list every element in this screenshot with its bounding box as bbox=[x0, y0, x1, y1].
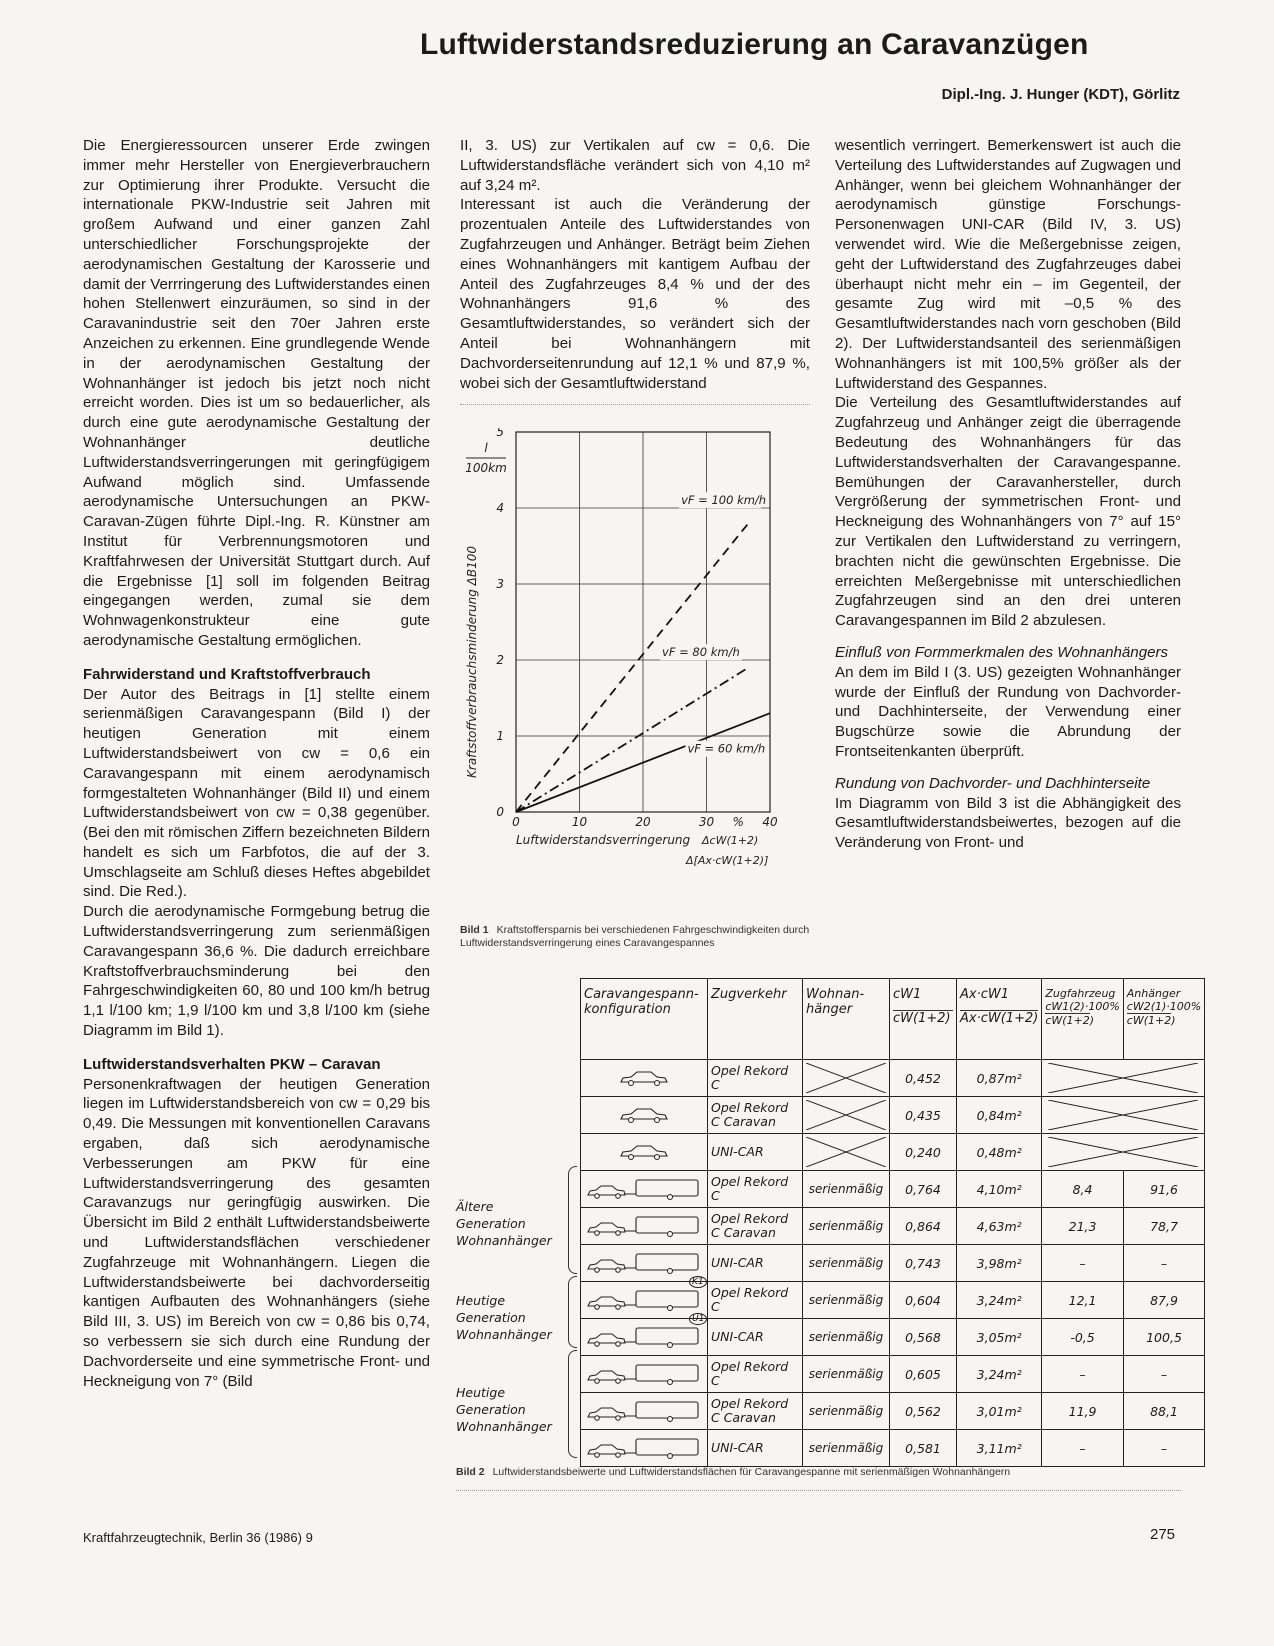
cell-zugverkehr: Opel Rekord C Caravan bbox=[708, 1393, 803, 1430]
cell-anhaenger-share: – bbox=[1123, 1430, 1204, 1467]
y-tick-label: 0 bbox=[496, 805, 504, 819]
cell-cw: 0,864 bbox=[890, 1208, 957, 1245]
cell-ax-cw: 0,87m² bbox=[957, 1060, 1042, 1097]
cell-anhaenger-share: 88,1 bbox=[1123, 1393, 1204, 1430]
cell-anhaenger-share: 91,6 bbox=[1123, 1171, 1204, 1208]
cell-zugfahrzeug-share: 8,4 bbox=[1042, 1171, 1123, 1208]
header-ax: Ax·cW1 Ax·cW(1+2) bbox=[957, 979, 1042, 1060]
x-tick-label: 40 bbox=[762, 815, 778, 829]
y-tick-label: 4 bbox=[496, 501, 504, 515]
subsection-heading: Rundung von Dachvorder- und Dachhinterseite bbox=[835, 774, 1151, 792]
divider bbox=[456, 1490, 1181, 1491]
config-sketch bbox=[581, 1208, 708, 1245]
table-row bbox=[581, 1097, 1205, 1134]
caption-text: Luftwiderstandsbeiwerte und Luftwiderstandsflächen für Caravangespanne mit serienmäßigen Wohnanhängern bbox=[492, 1466, 1011, 1478]
cell-wohnanhaenger: serienmäßig bbox=[803, 1356, 890, 1393]
x-axis-symbol-2: Δ[Ax·cW(1+2)] bbox=[686, 854, 769, 867]
cell-zugverkehr: UNI-CAR bbox=[708, 1430, 803, 1467]
cell-zugfahrzeug-share: – bbox=[1042, 1356, 1123, 1393]
text-column-1 bbox=[83, 136, 430, 1391]
cell-ax-cw: 0,48m² bbox=[957, 1134, 1042, 1171]
y-unit-denominator: 100km bbox=[465, 461, 507, 475]
paragraph: Im Diagramm von Bild 3 ist die Abhängigkeit des Gesamtluftwiderstandsbeiwertes, bezogen auf die Veränderung von Front- und bbox=[835, 794, 1181, 852]
text-column-2 bbox=[460, 136, 810, 393]
group-brace bbox=[568, 1276, 577, 1348]
series-line-2 bbox=[516, 668, 748, 812]
header-anhaenger: Anhänger cW2(1)·100% cW(1+2) bbox=[1123, 979, 1204, 1060]
y-tick-label: 3 bbox=[496, 577, 504, 591]
group-label: Heutige Generation Wohnanhänger bbox=[456, 1385, 552, 1434]
group-brace bbox=[568, 1350, 577, 1458]
cell-crossed-out bbox=[803, 1134, 890, 1171]
drag-coefficient-table bbox=[580, 978, 1205, 1467]
config-sketch bbox=[581, 1314, 708, 1356]
article-title: Luftwiderstandsreduzierung an Caravanzügen bbox=[420, 28, 1089, 61]
cell-zugfahrzeug-share: -0,5 bbox=[1042, 1319, 1123, 1356]
table-row bbox=[581, 1430, 1205, 1467]
page-number: 275 bbox=[1150, 1526, 1176, 1543]
section-heading: Fahrwiderstand und Kraftstoffverbrauch bbox=[83, 665, 371, 683]
y-axis-label: Kraftstoffverbrauchsminderung ΔB100 bbox=[465, 546, 479, 778]
cell-cw: 0,581 bbox=[890, 1430, 957, 1467]
cell-zugfahrzeug-share: – bbox=[1042, 1430, 1123, 1467]
cell-zugverkehr: Opel Rekord C bbox=[708, 1171, 803, 1208]
x-tick-label: 0 bbox=[512, 815, 520, 829]
cell-crossed-out bbox=[1042, 1134, 1205, 1171]
cell-ax-cw: 0,84m² bbox=[957, 1097, 1042, 1134]
caption-label: Bild 2 bbox=[456, 1466, 485, 1478]
x-axis-symbol-1: ΔcW(1+2) bbox=[702, 834, 759, 847]
cell-zugverkehr: UNI-CAR bbox=[708, 1319, 803, 1356]
cell-wohnanhaenger: serienmäßig bbox=[803, 1245, 890, 1282]
cell-anhaenger-share: 87,9 bbox=[1123, 1282, 1204, 1319]
cell-crossed-out bbox=[1042, 1060, 1205, 1097]
series-line-1 bbox=[516, 523, 748, 812]
cell-anhaenger-share: – bbox=[1123, 1356, 1204, 1393]
table-row bbox=[581, 1134, 1205, 1171]
x-tick-label: 20 bbox=[635, 815, 651, 829]
x-axis-label: Luftwiderstandsverringerung bbox=[516, 833, 691, 847]
paragraph: Der Autor des Beitrags in [1] stellte einem serienmäßigen Caravangespann (Bild I) der heutigen Generation mit einem Luftwiderstandsbeiwert von cw = 0,6 ein Caravangespann mit einem aerodynamisch formgestalteten Wohnanhänger (Bild II) und einem Luftwiderstandsbeiwert von cw = 0,38 gegenüber. (Bei den mit römischen Ziffern bezeichneten Bildern handelt es sich um Farbfotos, die auf der 3. Umschlagseite am Schluß dieses Heftes abgebildet sind. Die Red.). bbox=[83, 685, 430, 901]
group-label: Ältere Generation Wohnanhänger bbox=[456, 1199, 552, 1248]
table-row bbox=[581, 1060, 1205, 1097]
group-label: Heutige Generation Wohnanhänger bbox=[456, 1293, 552, 1342]
cell-ax-cw: 3,98m² bbox=[957, 1245, 1042, 1282]
cell-zugverkehr: UNI-CAR bbox=[708, 1245, 803, 1282]
series-label: vF = 60 km/h bbox=[687, 741, 766, 756]
header-zugfahrzeug: Zugfahrzeug cW1(2)·100% cW(1+2) bbox=[1042, 979, 1123, 1060]
cell-wohnanhaenger: serienmäßig bbox=[803, 1430, 890, 1467]
table-row bbox=[581, 1208, 1205, 1245]
x-unit-label: % bbox=[732, 815, 744, 829]
journal-footer: Kraftfahrzeugtechnik, Berlin 36 (1986) 9 bbox=[83, 1530, 313, 1545]
caption-text: Kraftstoffersparnis bei verschiedenen Fahrgeschwindigkeiten durch Luftwiderstandsverringerung eines Caravangespannes bbox=[460, 924, 810, 949]
text-column-3 bbox=[835, 136, 1181, 853]
header-zug: Zugverkehr bbox=[708, 979, 803, 1060]
paragraph: Die Verteilung des Gesamtluftwiderstandes auf Zugfahrzeug und Anhänger zeigt die überragende Bedeutung des Wohnanhängers für das Luftwiderstandsverhalten der Caravangespanne. Bemühungen der Caravanhersteller, durch Vergrößerung der symmetrischen Front- und Heckneigung des Wohnanhängers von 7° auf 15° zur Vertikalen den Luftwiderstand zu verringern, brachten nicht die gewünschten Ergebnisse. Die erreichten Meßergebnisse mit unterschiedlichen Zugfahrzeugen sind an den drei unteren Caravangespannen im Bild 2 abzulesen. bbox=[835, 394, 1181, 630]
cell-ax-cw: 3,24m² bbox=[957, 1356, 1042, 1393]
cell-zugverkehr: Opel Rekord C bbox=[708, 1356, 803, 1393]
cell-zugverkehr: UNI-CAR bbox=[708, 1134, 803, 1171]
config-sketch bbox=[581, 1097, 708, 1134]
paragraph: II, 3. US) zur Vertikalen auf cw = 0,6. Die Luftwiderstandsfläche verändert sich von 4,10 m² auf 3,24 m². bbox=[460, 137, 810, 194]
config-sketch bbox=[581, 1171, 708, 1208]
config-sketch bbox=[581, 1245, 708, 1282]
cell-anhaenger-share: 78,7 bbox=[1123, 1208, 1204, 1245]
config-sketch bbox=[581, 1430, 708, 1467]
paragraph: Die Energieressourcen unserer Erde zwingen immer mehr Hersteller von Energieverbrauchern zur Optimierung ihrer Produkte. Versucht die internationale PKW-Industrie seit Jahren mit großem Aufwand und einer ganzen Zahl unterschiedlicher Forschungsprojekte der aerodynamischen Gestaltung der Karosserie und damit der Verrringerung des Luftwiderstandes einen hohen Stellenwert einzuräumen, so sind in der Caravanindustrie seit den 70er Jahren erste Anzeichen zu erkennen. Eine grundlegende Wende in der aerodynamischen Gestaltung der Wohnanhänger ist jedoch bis jetzt noch nicht erreicht worden. Dies ist um so bedauerlicher, als durch eine gute aerodynamische Gestaltung der Wohnanhänger deutliche Luftwiderstandsverringerungen mit geringfügigem Aufwand möglich sind. Umfassende aerodynamische Untersuchungen an PKW-Caravan-Zügen führte Dipl.-Ing. R. Künstner am Institut für Verbrennungsmotoren und Kraftfahrwesen der Universität Stuttgart durch. Auf die Ergebnisse [1] soll im folgenden Beitrag eingegangen werden, zumal sie dem Wohnwagenkonstrukteur eine gute aerodynamische Gestaltung ermöglichen. bbox=[83, 137, 430, 649]
author-line: Dipl.-Ing. J. Hunger (KDT), Görlitz bbox=[941, 86, 1180, 103]
figure-1-caption bbox=[460, 924, 810, 950]
table-header-row bbox=[581, 979, 1205, 1060]
config-sketch bbox=[581, 1060, 708, 1097]
cell-zugfahrzeug-share: – bbox=[1042, 1245, 1123, 1282]
config-sketch bbox=[581, 1393, 708, 1430]
header-wohn: Wohnan-hänger bbox=[803, 979, 890, 1060]
x-tick-label: 10 bbox=[571, 815, 588, 829]
cell-wohnanhaenger: serienmäßig bbox=[803, 1282, 890, 1319]
cell-zugfahrzeug-share: 12,1 bbox=[1042, 1282, 1123, 1319]
config-sketch bbox=[581, 1277, 708, 1319]
config-badge: K1 bbox=[689, 1276, 707, 1288]
x-tick-label: 30 bbox=[698, 815, 715, 829]
cell-wohnanhaenger: serienmäßig bbox=[803, 1319, 890, 1356]
cell-wohnanhaenger: serienmäßig bbox=[803, 1208, 890, 1245]
divider bbox=[460, 404, 810, 405]
cell-ax-cw: 3,01m² bbox=[957, 1393, 1042, 1430]
cell-zugverkehr: Opel Rekord C Caravan bbox=[708, 1097, 803, 1134]
fuel-savings-chart bbox=[460, 428, 810, 918]
cell-cw: 0,764 bbox=[890, 1171, 957, 1208]
header-config: Caravangespann-konfiguration bbox=[581, 979, 708, 1060]
cell-zugverkehr: Opel Rekord C bbox=[708, 1282, 803, 1319]
cell-crossed-out bbox=[803, 1060, 890, 1097]
cell-ax-cw: 3,11m² bbox=[957, 1430, 1042, 1467]
subsection-heading: Einfluß von Formmerkmalen des Wohnanhängers bbox=[835, 643, 1169, 661]
cell-cw: 0,604 bbox=[890, 1282, 957, 1319]
cell-anhaenger-share: – bbox=[1123, 1245, 1204, 1282]
cell-cw: 0,743 bbox=[890, 1245, 957, 1282]
cell-crossed-out bbox=[803, 1097, 890, 1134]
paragraph: Interessant ist auch die Veränderung der prozentualen Anteile des Luftwiderstandes von Zugfahrzeugen und Anhänger. Beträgt beim Ziehen eines Wohnanhängers mit kantigem Aufbau der Anteil des Zugfahrzeuges 8,4 % und der des Wohnanhängers 91,6 % des Gesamtluftwiderstandes, so verändert sich der Anteil bei Wohnanhängern mit Dachvorderseitenrundung auf 12,1 % und 87,9 %, wobei sich der Gesamtluftwiderstand bbox=[460, 196, 810, 392]
cell-cw: 0,605 bbox=[890, 1356, 957, 1393]
caption-label: Bild 1 bbox=[460, 924, 489, 936]
cell-cw: 0,562 bbox=[890, 1393, 957, 1430]
cell-cw: 0,240 bbox=[890, 1134, 957, 1171]
group-brace bbox=[568, 1166, 577, 1274]
cell-zugfahrzeug-share: 11,9 bbox=[1042, 1393, 1123, 1430]
header-cw: cW1 cW(1+2) bbox=[890, 979, 957, 1060]
y-tick-label: 1 bbox=[496, 729, 504, 743]
config-sketch bbox=[581, 1134, 708, 1171]
cell-zugverkehr: Opel Rekord C Caravan bbox=[708, 1208, 803, 1245]
cell-crossed-out bbox=[1042, 1097, 1205, 1134]
cell-ax-cw: 3,24m² bbox=[957, 1282, 1042, 1319]
cell-wohnanhaenger: serienmäßig bbox=[803, 1393, 890, 1430]
y-tick-label: 2 bbox=[496, 653, 504, 667]
cell-cw: 0,452 bbox=[890, 1060, 957, 1097]
cell-wohnanhaenger: serienmäßig bbox=[803, 1171, 890, 1208]
cell-cw: 0,568 bbox=[890, 1319, 957, 1356]
table-row bbox=[581, 1356, 1205, 1393]
section-heading: Luftwiderstandsverhalten PKW – Caravan bbox=[83, 1055, 381, 1073]
table-row bbox=[581, 1319, 1205, 1356]
cell-ax-cw: 4,10m² bbox=[957, 1171, 1042, 1208]
config-sketch bbox=[581, 1356, 708, 1393]
paragraph: Personenkraftwagen der heutigen Generation liegen im Luftwiderstandsbereich von cw = 0,29 bis 0,49. Die Messungen mit konventionellen Caravans ergaben, daß sich aerodynamische Verbesserungen am PKW für eine Luftwiderstandsverringerung des gesamten Caravanzugs nur geringfügig auswirken. Die Übersicht im Bild 2 enthält Luftwiderstandsbeiwerte und Luftwiderstandsflächen verschiedener Zugfahrzeuge mit Wohnanhängern. Liegen die Luftwiderstandsbeiwerte bei dachvorderseitig kantigen Aufbauten des Wohnanhängers (siehe Bild III, 3. US) im Bereich von cw = 0,86 bis 0,74, so verbessern sie sich durch eine Rundung der Dachvorderseite und eine symmetrische Front- und Heckneigung von 7° (Bild bbox=[83, 1075, 430, 1390]
cell-zugverkehr: Opel Rekord C bbox=[708, 1060, 803, 1097]
table-row bbox=[581, 1171, 1205, 1208]
cell-anhaenger-share: 100,5 bbox=[1123, 1319, 1204, 1356]
series-label: vF = 80 km/h bbox=[662, 645, 740, 660]
cell-cw: 0,435 bbox=[890, 1097, 957, 1134]
y-tick-label: 5 bbox=[496, 428, 504, 439]
table-row bbox=[581, 1245, 1205, 1282]
paragraph: An dem im Bild I (3. US) gezeigten Wohnanhänger wurde der Einfluß der Rundung von Dachvorder- und Dachhinterseite, der Verwendung einer Bugschürze sowie die Abrundung der Frontseitenkanten überprüft. bbox=[835, 663, 1181, 760]
series-label: vF = 100 km/h bbox=[681, 493, 767, 508]
paragraph: Durch die aerodynamische Formgebung betrug die Luftwiderstandsverringerung zum serienmäßigen Caravangespann 36,6 %. Die dadurch erreichbare Kraftstoffverbrauchsminderung bei den Fahrgeschwindigkeiten 60, 80 und 100 km/h betrug 1,1 l/100 km; 1,9 l/100 km und 3,8 l/100 km (siehe Diagramm im Bild 1). bbox=[83, 903, 430, 1040]
figure-2-caption bbox=[456, 1466, 1176, 1479]
cell-zugfahrzeug-share: 21,3 bbox=[1042, 1208, 1123, 1245]
table-body bbox=[581, 1060, 1205, 1467]
cell-ax-cw: 3,05m² bbox=[957, 1319, 1042, 1356]
config-badge: U1 bbox=[689, 1313, 707, 1325]
cell-ax-cw: 4,63m² bbox=[957, 1208, 1042, 1245]
table-row bbox=[581, 1282, 1205, 1319]
y-unit-numerator: l bbox=[484, 441, 488, 455]
paragraph: wesentlich verringert. Bemerkenswert ist auch die Verteilung des Luftwiderstandes auf Zugwagen und Anhänger, wenn bei gleichem Wohnanhänger der aerodynamisch günstige Forschungs-Personenwagen UNI-CAR (Bild IV, 3. US) verwendet wird. Wie die Meßergebnisse zeigen, geht der Luftwiderstand des Zugfahrzeuges dabei überhaupt nicht mehr ein – im Gegenteil, der gesamte Zug wird mit –0,5 % des Gesamtluftwiderstandes nach vorn geschoben (Bild 2). Der Luftwiderstandsanteil des serienmäßigen Wohnanhängers ist mit 100,5% größer als der Luftwiderstand des Gespannes. bbox=[835, 137, 1181, 392]
table-row bbox=[581, 1393, 1205, 1430]
